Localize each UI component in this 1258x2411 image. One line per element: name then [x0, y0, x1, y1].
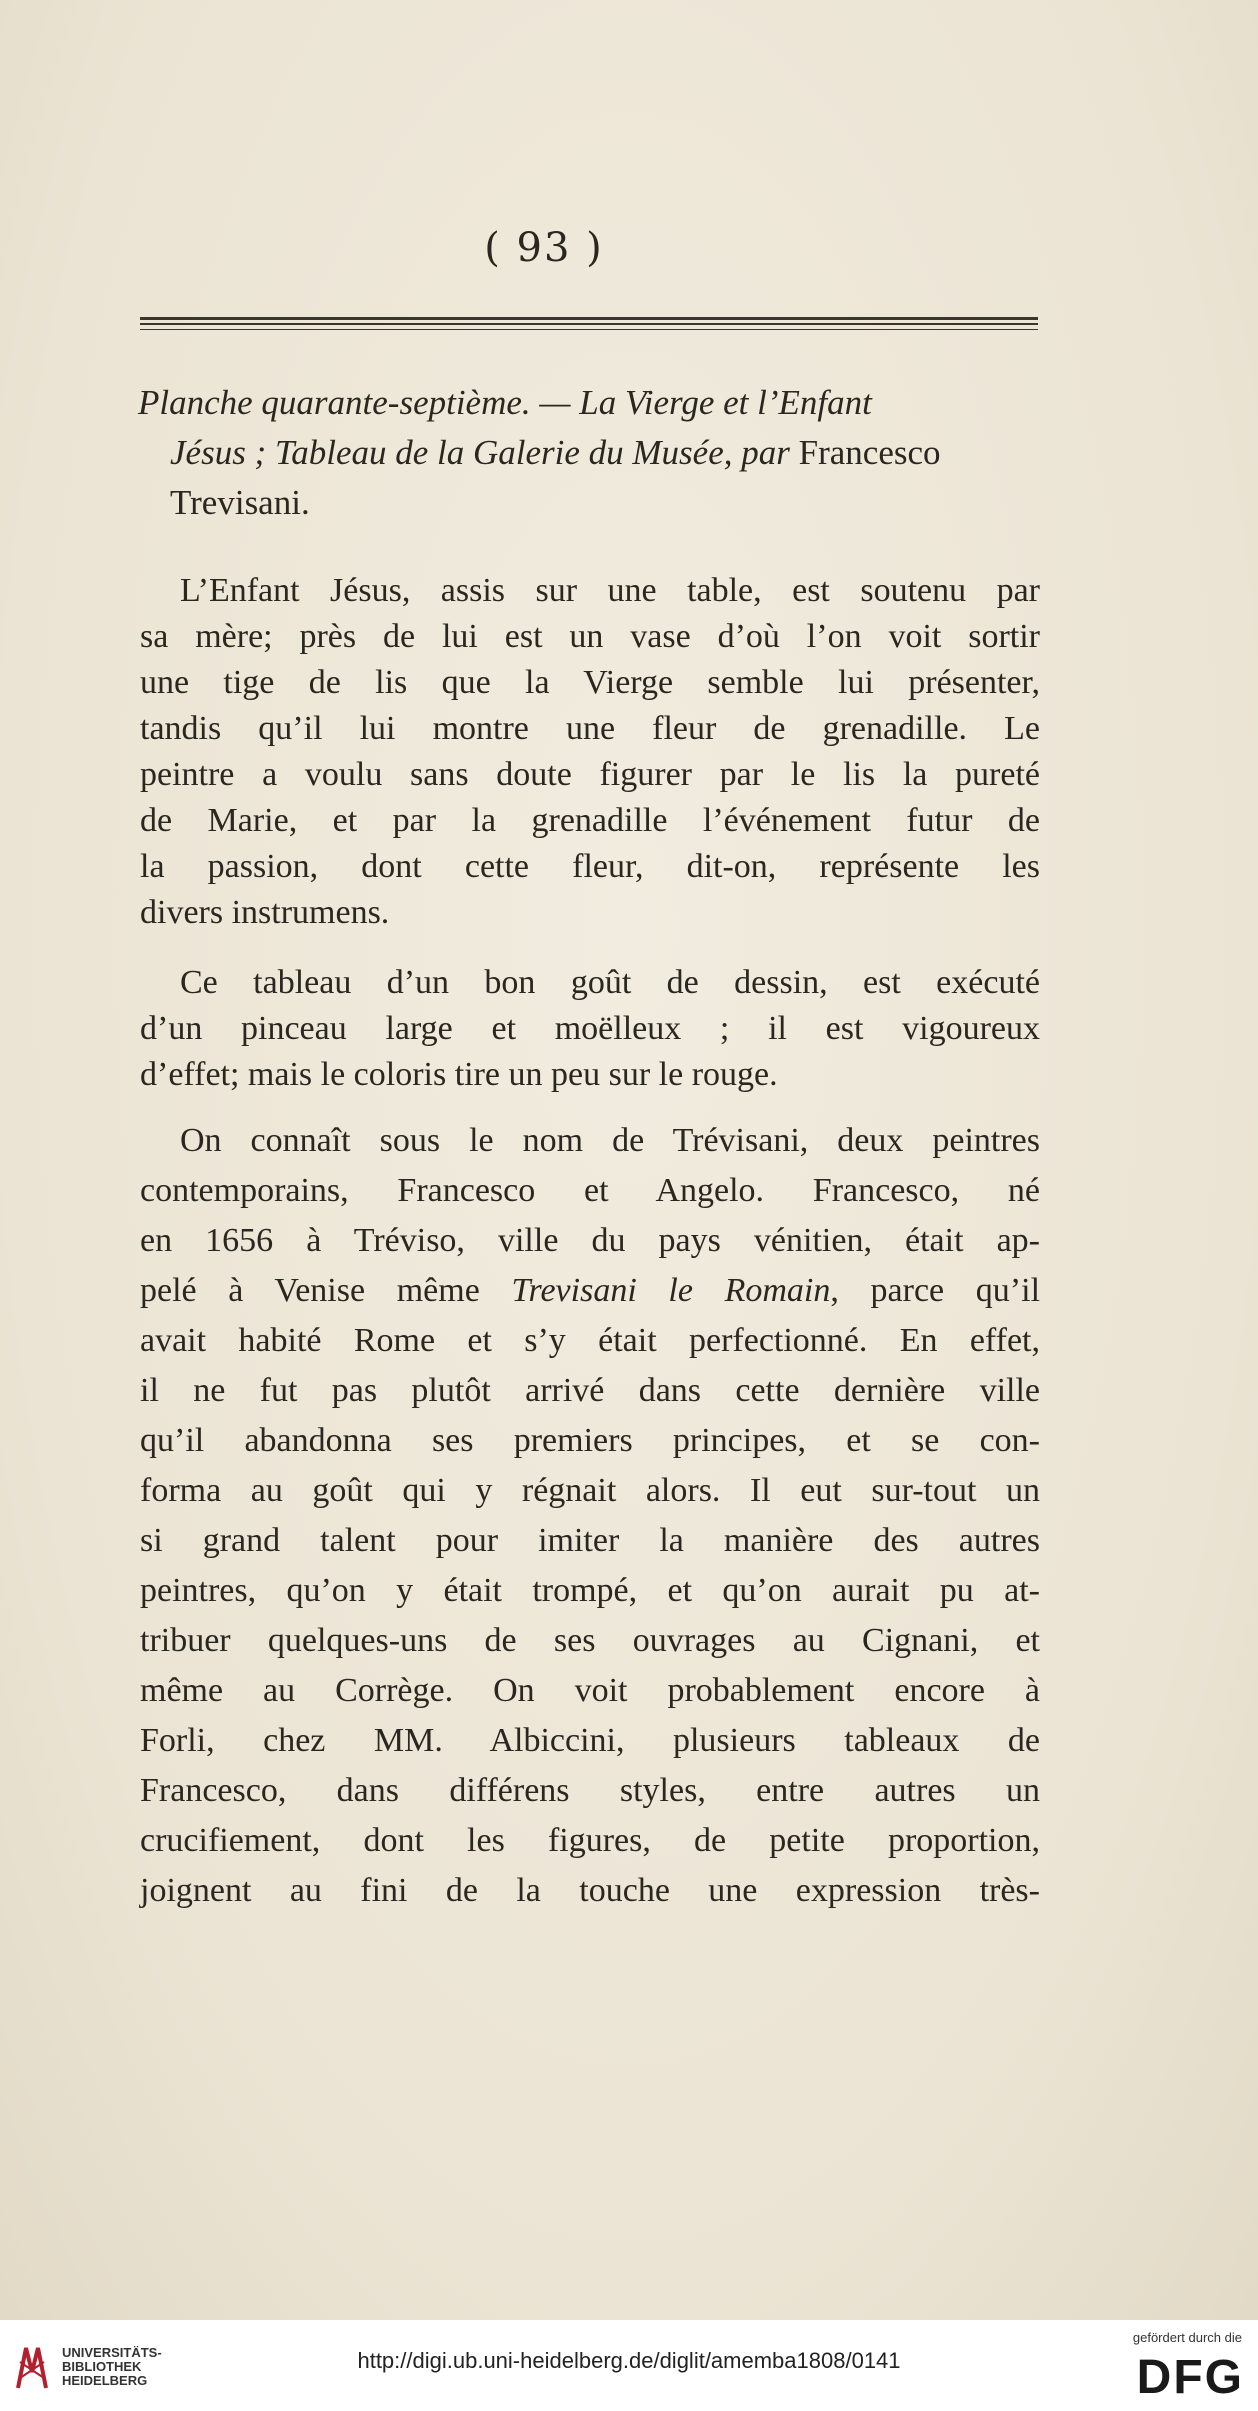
- text-line: si grand talent pour imiter la manière des autres: [140, 1522, 1040, 1559]
- footer-bar: [0, 2320, 1258, 2411]
- heading-line: Trevisani.: [170, 483, 310, 522]
- text-line: tribuer quelques-uns de ses ouvrages au Cignani, et: [140, 1622, 1040, 1659]
- italic-name: Trevisani le Romain: [511, 1272, 831, 1309]
- text-line: une tige de lis que la Vierge semble lui présenter,: [140, 664, 1040, 701]
- header-rule: [140, 323, 1038, 325]
- text-line: contemporains, Francesco et Angelo. Francesco, né: [140, 1172, 1040, 1209]
- heading-line: [138, 378, 1048, 428]
- text-line: de Marie, et par la grenadille l’événement futur de: [140, 802, 1040, 839]
- text-line: avait habité Rome et s’y était perfectionné. En effet,: [140, 1322, 1040, 1359]
- text-line: sa mère; près de lui est un vase d’où l’on voit sortir: [140, 618, 1040, 655]
- dfg-logo: DFG: [1136, 2351, 1244, 2404]
- text-line: Ce tableau d’un bon goût de dessin, est exécuté: [180, 964, 1040, 1001]
- funded-by-label: gefördert durch die: [1132, 2330, 1242, 2345]
- institution-line: BIBLIOTHEK: [62, 2359, 142, 2374]
- text-line: joignent au fini de la touche une expression très-: [140, 1872, 1040, 1909]
- institution-line: UNIVERSITÄTS-: [62, 2345, 162, 2360]
- text-line: L’Enfant Jésus, assis sur une table, est soutenu par: [180, 572, 1040, 609]
- text-line: peintres, qu’on y était trompé, et qu’on aurait pu at-: [140, 1572, 1040, 1609]
- heading-italic: Jésus ; Tableau de la Galerie du Musée, par: [170, 433, 790, 472]
- header-rule: [140, 329, 1038, 330]
- text-line: forma au goût qui y régnait alors. Il eut sur-tout un: [140, 1472, 1040, 1509]
- text-line: divers instrumens.: [140, 894, 390, 931]
- text-line: qu’il abandonna ses premiers principes, et se con-: [140, 1422, 1040, 1459]
- text-line: [140, 1268, 1040, 1314]
- text-line: tandis qu’il lui montre une fleur de grenadille. Le: [140, 710, 1040, 747]
- plate-heading: [138, 378, 1048, 528]
- digital-copy-link[interactable]: http://digi.ub.uni-heidelberg.de/diglit/amemba1808/0141: [357, 2348, 901, 2373]
- text-line: d’effet; mais le coloris tire un peu sur le rouge.: [140, 1056, 778, 1093]
- heading-line: [138, 428, 1048, 478]
- text-line: il ne fut pas plutôt arrivé dans cette dernière ville: [140, 1372, 1040, 1409]
- text-line: la passion, dont cette fleur, dit-on, représente les: [140, 848, 1040, 885]
- heading-italic: Planche quarante-septième. — La Vierge et l’Enfant: [138, 383, 872, 422]
- institution-line: HEIDELBERG: [62, 2373, 148, 2388]
- text-line: d’un pinceau large et moëlleux ; il est vigoureux: [140, 1010, 1040, 1047]
- text-fragment: , parce qu’il: [830, 1272, 1041, 1309]
- text-line: Forli, chez MM. Albiccini, plusieurs tableaux de: [140, 1722, 1040, 1759]
- text-line: même au Corrège. On voit probablement encore à: [140, 1672, 1040, 1709]
- text-line: en 1656 à Tréviso, ville du pays vénitien, était ap-: [140, 1222, 1040, 1259]
- header-rule: [140, 317, 1038, 320]
- page-number: ( 93 ): [484, 225, 604, 271]
- text-line: crucifiement, dont les figures, de petite proportion,: [140, 1822, 1040, 1859]
- text-line: peintre a voulu sans doute figurer par le lis la pureté: [140, 756, 1040, 793]
- text-fragment: pelé à Venise même: [140, 1272, 480, 1309]
- heading-regular: Francesco: [789, 433, 941, 472]
- text-line: Francesco, dans différens styles, entre autres un: [140, 1772, 1040, 1809]
- text-line: On connaît sous le nom de Trévisani, deux peintres: [180, 1122, 1040, 1159]
